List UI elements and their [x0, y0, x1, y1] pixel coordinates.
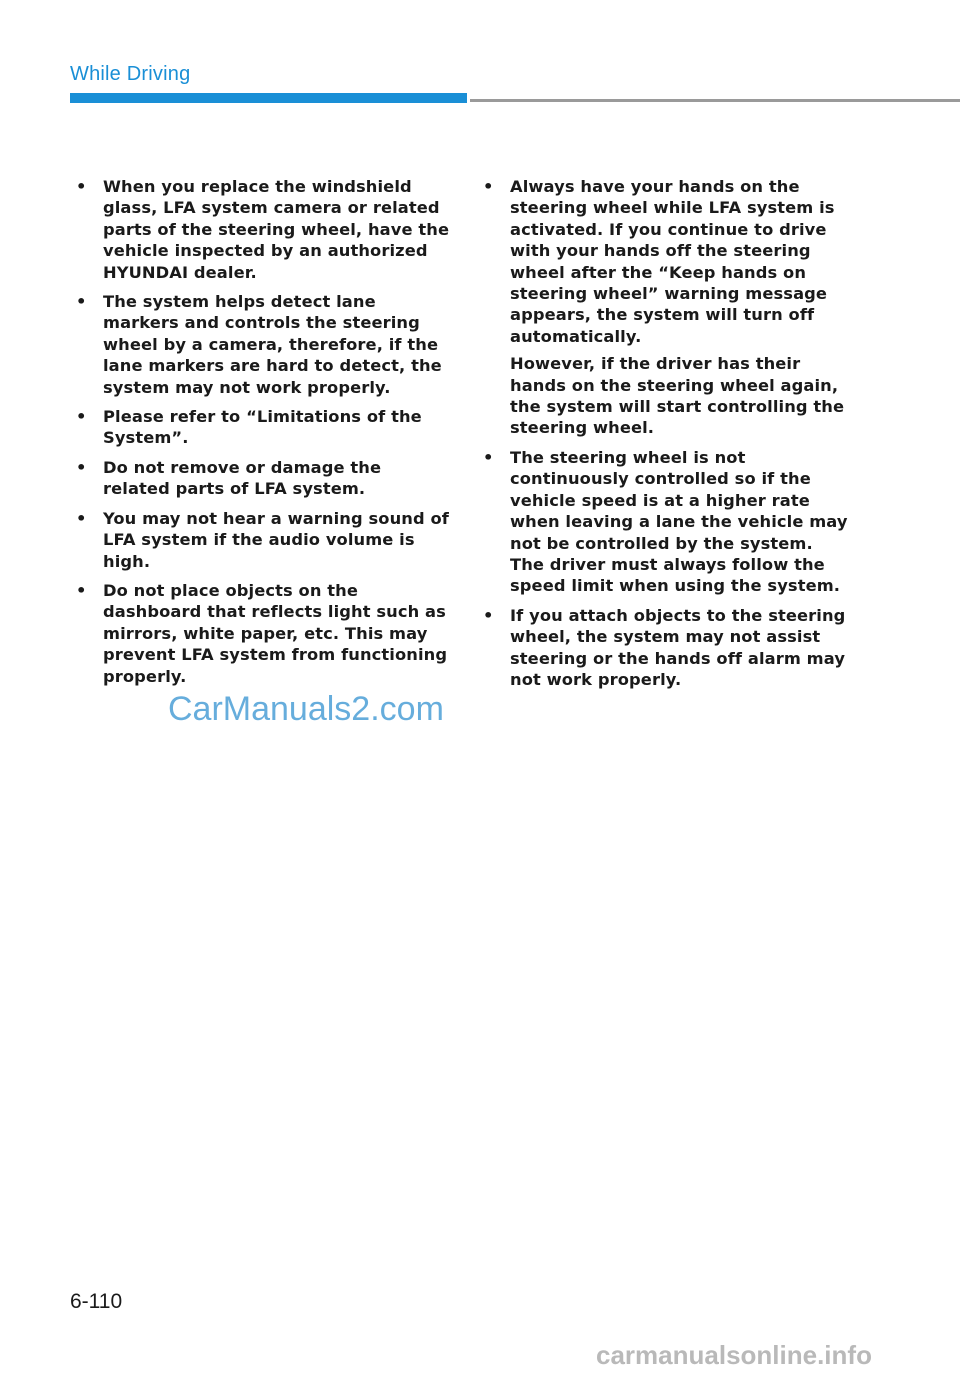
bullet-text: Always have your hands on the steering wheel while LFA system is activated. If you continue to drive with your hands off the steering wheel after the “Keep hands on steering wheel” warning message appears, the system will turn off automatically.: [510, 177, 835, 346]
list-item: [76, 291, 450, 398]
list-item: [76, 176, 450, 283]
bullet-text: The steering wheel is not continuously controlled so if the vehicle speed is at a higher rate when leaving a lane the vehicle may not be controlled by the system. The driver must always follow the speed limit when using the system.: [510, 447, 848, 596]
list-item: [483, 605, 849, 691]
list-item: [483, 447, 849, 597]
list-item: [483, 176, 849, 439]
bullet-icon: •: [483, 177, 494, 196]
list-item: [76, 508, 450, 572]
bullet-text: Do not place objects on the dashboard that reflects light such as mirrors, white paper, etc. This may prevent LFA system from functioning properly.: [103, 580, 448, 686]
header-rule-accent: [70, 93, 467, 103]
header-rule-divider: [470, 99, 960, 102]
bullet-icon: •: [76, 292, 87, 312]
site-watermark: CarManuals2.com: [168, 690, 444, 728]
bullet-text: You may not hear a warning sound of LFA system if the audio volume is high.: [103, 508, 449, 571]
bullet-text: When you replace the windshield glass, LFA system camera or related parts of the steering wheel, have the vehicle inspected by an authorized HYUNDAI dealer.: [103, 177, 450, 282]
right-column: [483, 176, 849, 698]
bullet-icon: •: [76, 457, 87, 477]
left-column: [76, 176, 450, 695]
page-number: 6-110: [70, 1290, 123, 1313]
section-title: While Driving: [70, 63, 191, 85]
bullet-icon: •: [483, 605, 494, 625]
bullet-text: If you attach objects to the steering wheel, the system may not assist steering or the hands off alarm may not work properly.: [510, 605, 846, 689]
bullet-icon: •: [76, 177, 87, 196]
bullet-icon: •: [483, 447, 494, 467]
bullet-icon: •: [76, 508, 87, 528]
right-bullet-list: [483, 176, 849, 690]
bullet-icon: •: [76, 407, 87, 427]
list-item: [76, 406, 450, 449]
bullet-text: Do not remove or damage the related parts of LFA system.: [103, 457, 382, 499]
bullet-icon: •: [76, 580, 87, 600]
bullet-text-continued: However, if the driver has their hands on the steering wheel again, the system will start controlling the steering wheel.: [510, 354, 845, 438]
bullet-text: Please refer to “Limitations of the System”.: [103, 407, 422, 448]
list-item: [76, 580, 450, 687]
list-item: [76, 457, 450, 500]
footer-watermark: carmanualsonline.info: [596, 1340, 872, 1370]
left-bullet-list: [76, 176, 450, 687]
bullet-text: The system helps detect lane markers and controls the steering wheel by a camera, therefore, if the lane markers are hard to detect, the system may not work properly.: [103, 292, 442, 397]
